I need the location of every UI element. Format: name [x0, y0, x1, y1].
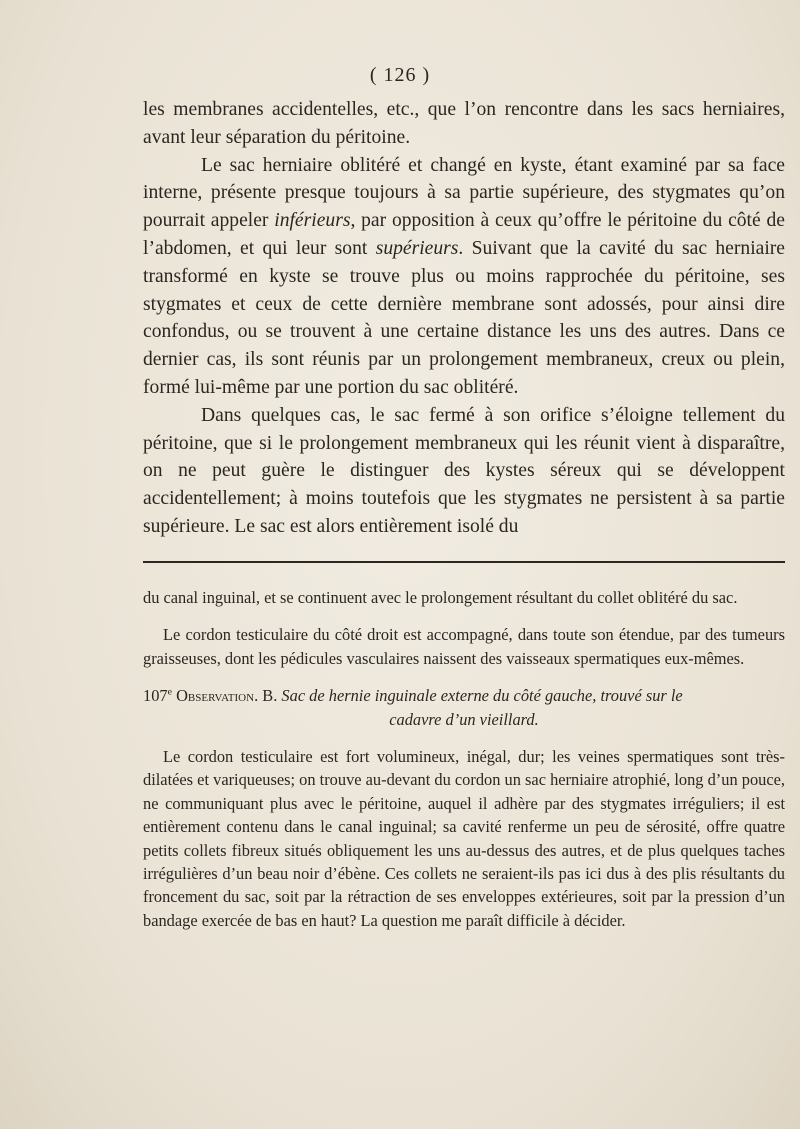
footnote-cordon: Le cordon testiculaire du côté droit est accompagné, dans toute son étendue, par des tumeurs graisseuses, dont les pédicules vasculaires naissent des vaisseaux spermatiques eux-mêmes.: [143, 625, 785, 668]
paragraph-continuation: les membranes accidentelles, etc., que l’on rencontre dans les sacs herniaires, avant leur séparation du péritoine.: [143, 99, 785, 148]
emphasis-superieurs: supérieurs: [375, 237, 459, 259]
observation-number: 107: [143, 686, 168, 706]
observation-label: Observation.: [176, 686, 259, 706]
observation-title-line-1: Sac de hernie inguinale externe du côté gauche, trouvé sur le: [281, 686, 683, 706]
emphasis-inferieurs: inférieurs: [274, 210, 351, 232]
footnotes: [143, 586, 785, 932]
observation-heading: [143, 684, 785, 707]
paragraph-text: Le sac herniaire oblitéré et changé en kyste, étant examiné par sa face interne, présente presque toujours à sa partie supérieure, des stygmates qu’on pourrait appeler: [143, 154, 785, 232]
footnote-continuation: du canal inguinal, et se continuent avec le prolongement résultant du collet oblitéré du sac.: [143, 588, 738, 607]
paragraph-quelques-cas: Dans quelques cas, le sac fermé à son orifice s’éloigne tellement du péritoine, que si le prolongement membraneux qui les réunit vient à disparaître, on ne peut guère le distinguer des kystes séreux qui se développent accidentellement; à moins toutefois que les stygmates ne persistent à sa partie supérieure. Le sac est alors entièrement isolé du: [143, 404, 785, 537]
observation-letter: B.: [262, 686, 278, 706]
main-text: [143, 96, 785, 541]
paragraph-text: . Suivant que la cavité du sac herniaire transformé en kyste se trouve plus ou moins rapprochée du péritoine, ses stygmates et ceux de cette dernière membrane sont adossés, pour ainsi dire confondus, ou se trouvent à une certaine distance les uns des autres. Dans ce dernier cas, ils sont réunis par un prolongement membraneux, creux ou plein, formé lui-même par une portion du sac oblitéré.: [143, 237, 786, 398]
observation-body: Le cordon testiculaire est fort volumineux, inégal, dur; les veines spermatiques sont très-dilatées et variqueuses; on trouve au-devant du cordon un sac herniaire atrophié, long d’un pouce, ne communiquant plus avec le péritoine, auquel il adhère par des stygmates irréguliers; il est entièrement contenu dans le canal inguinal; sa cavité renferme un peu de sérosité, offre quatre petits collets fibreux situés obliquement les uns au-dessus des autres, et de plus quelques taches irrégulières d’un beau noir d’ébène. Ces collets ne seraient-ils pas ici dus à des plis résultants du froncement du sac, soit par la rétraction de ses enveloppes extérieures, soit par la pression d’un bandage exercée de bas en haut? La question me paraît difficile à décider.: [143, 747, 785, 930]
footnote-divider: [143, 561, 785, 563]
observation-number-suffix: e: [167, 686, 172, 698]
observation-title-line-2: cadavre d’un vieillard.: [389, 709, 539, 729]
paragraph-sac-herniaire: [143, 152, 785, 402]
page-number: ( 126 ): [369, 64, 431, 86]
paragraph-text: , par opposition à ceux qu’offre le péritoine du côté de l’abdomen, et qui leur sont: [143, 210, 785, 259]
